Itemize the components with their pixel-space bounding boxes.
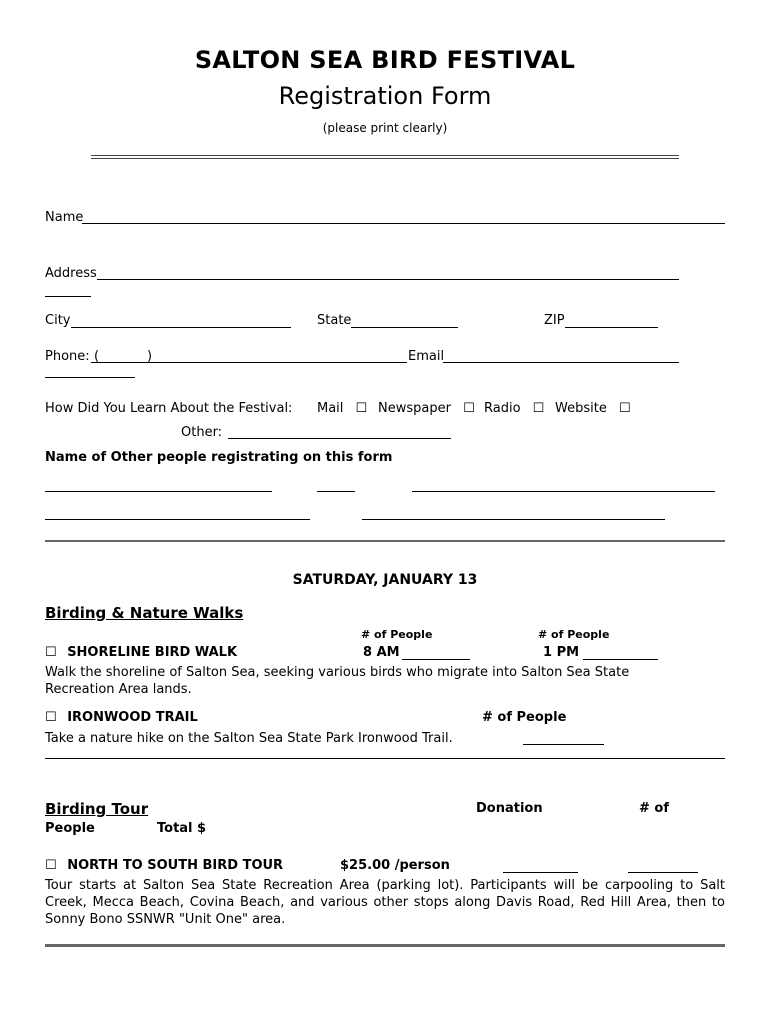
people-header-8am: # of People [361,628,433,641]
ironwood-people-field[interactable] [523,744,604,745]
other-label: Other: [181,425,223,440]
checkbox-icon[interactable]: ☐ [45,645,57,660]
shoreline-description: Walk the shoreline of Salton Sea, seeking various birds who migrate into Salton Sea State Recreation Area lands. [45,665,630,697]
footer-divider [45,944,725,947]
zip-label: ZIP [544,313,565,328]
ironwood-description: Take a nature hike on the Salton Sea State Park Ironwood Trail. [45,731,453,746]
email-field-continued[interactable] [45,377,135,378]
address-field[interactable] [97,279,679,280]
other-person-field[interactable] [412,491,715,492]
phone-area-close: ) [147,349,153,364]
time-1pm: 1 PM [543,645,580,660]
city-label: City [45,313,71,328]
time-8am: 8 AM [363,645,400,660]
shoreline-title: SHORELINE BIRD WALK [67,645,238,660]
checkbox-icon[interactable]: ☐ [618,401,631,416]
walks-heading: Birding & Nature Walks [45,604,244,622]
checkbox-icon[interactable]: ☐ [45,858,57,873]
ironwood-divider [45,758,725,759]
date-heading: SATURDAY, JANUARY 13 [292,572,478,588]
shoreline-row [45,645,237,660]
phone-field[interactable] [91,362,407,363]
tour-heading: Birding Tour [45,800,149,818]
learn-option-website[interactable] [555,401,631,416]
people-1pm-field[interactable] [583,659,658,660]
section-divider [45,540,725,542]
zip-field[interactable] [565,327,658,328]
other-person-field[interactable] [45,491,272,492]
people-label: People [45,821,95,836]
city-field[interactable] [71,327,291,328]
tour-people-field[interactable] [503,872,578,873]
learn-option-label: Mail [317,401,344,416]
learn-option-label: Newspaper [378,401,451,416]
ironwood-people-label: # of People [482,710,567,725]
email-label: Email [408,349,445,364]
ironwood-title: IRONWOOD TRAIL [67,710,198,725]
other-person-field[interactable] [362,519,665,520]
name-label: Name [45,210,84,225]
other-person-field[interactable] [45,519,310,520]
checkbox-icon[interactable]: ☐ [532,401,545,416]
north-tour-row [45,858,283,873]
people-8am-field[interactable] [402,659,470,660]
address-label: Address [45,266,97,281]
print-note: (please print clearly) [322,121,448,135]
learn-question: How Did You Learn About the Festival: [45,401,293,416]
of-label: # of [639,801,670,816]
total-label: Total $ [157,821,207,836]
state-label: State [317,313,352,328]
north-tour-title: NORTH TO SOUTH BIRD TOUR [67,858,284,873]
checkbox-icon[interactable]: ☐ [463,401,475,416]
phone-area-open: ( [94,349,100,364]
name-field[interactable] [82,223,725,224]
email-field[interactable] [443,362,679,363]
learn-option-radio[interactable] [484,401,544,416]
other-person-field[interactable] [317,491,355,492]
tour-total-field[interactable] [628,872,698,873]
north-tour-description: Tour starts at Salton Sea State Recreation Area (parking lot). Participants will be carpooling to Salt Creek, Mecca Beach, Covina Beach, and various other stops along Davis Road, Red Hill Area, then to Sonny Bono SSNWR "Unit One" area. [45,878,725,927]
phone-label: Phone: [45,349,90,364]
header-divider [91,155,679,159]
other-field[interactable] [228,438,451,439]
donation-label: Donation [476,801,543,816]
checkbox-icon[interactable]: ☐ [355,401,368,416]
learn-option-label: Website [555,401,607,416]
learn-option-mail[interactable] [317,401,367,416]
other-people-heading: Name of Other people registrating on this form [45,450,393,465]
checkbox-icon[interactable]: ☐ [45,710,57,725]
learn-option-newspaper[interactable] [378,401,475,416]
address-field-continued[interactable] [45,296,91,297]
form-title: SALTON SEA BIRD FESTIVAL [194,46,576,74]
north-tour-price: $25.00 /person [340,858,450,873]
learn-option-label: Radio [484,401,521,416]
form-subtitle: Registration Form [278,82,492,110]
ironwood-row [45,710,198,725]
people-header-1pm: # of People [538,628,610,641]
state-field[interactable] [351,327,458,328]
